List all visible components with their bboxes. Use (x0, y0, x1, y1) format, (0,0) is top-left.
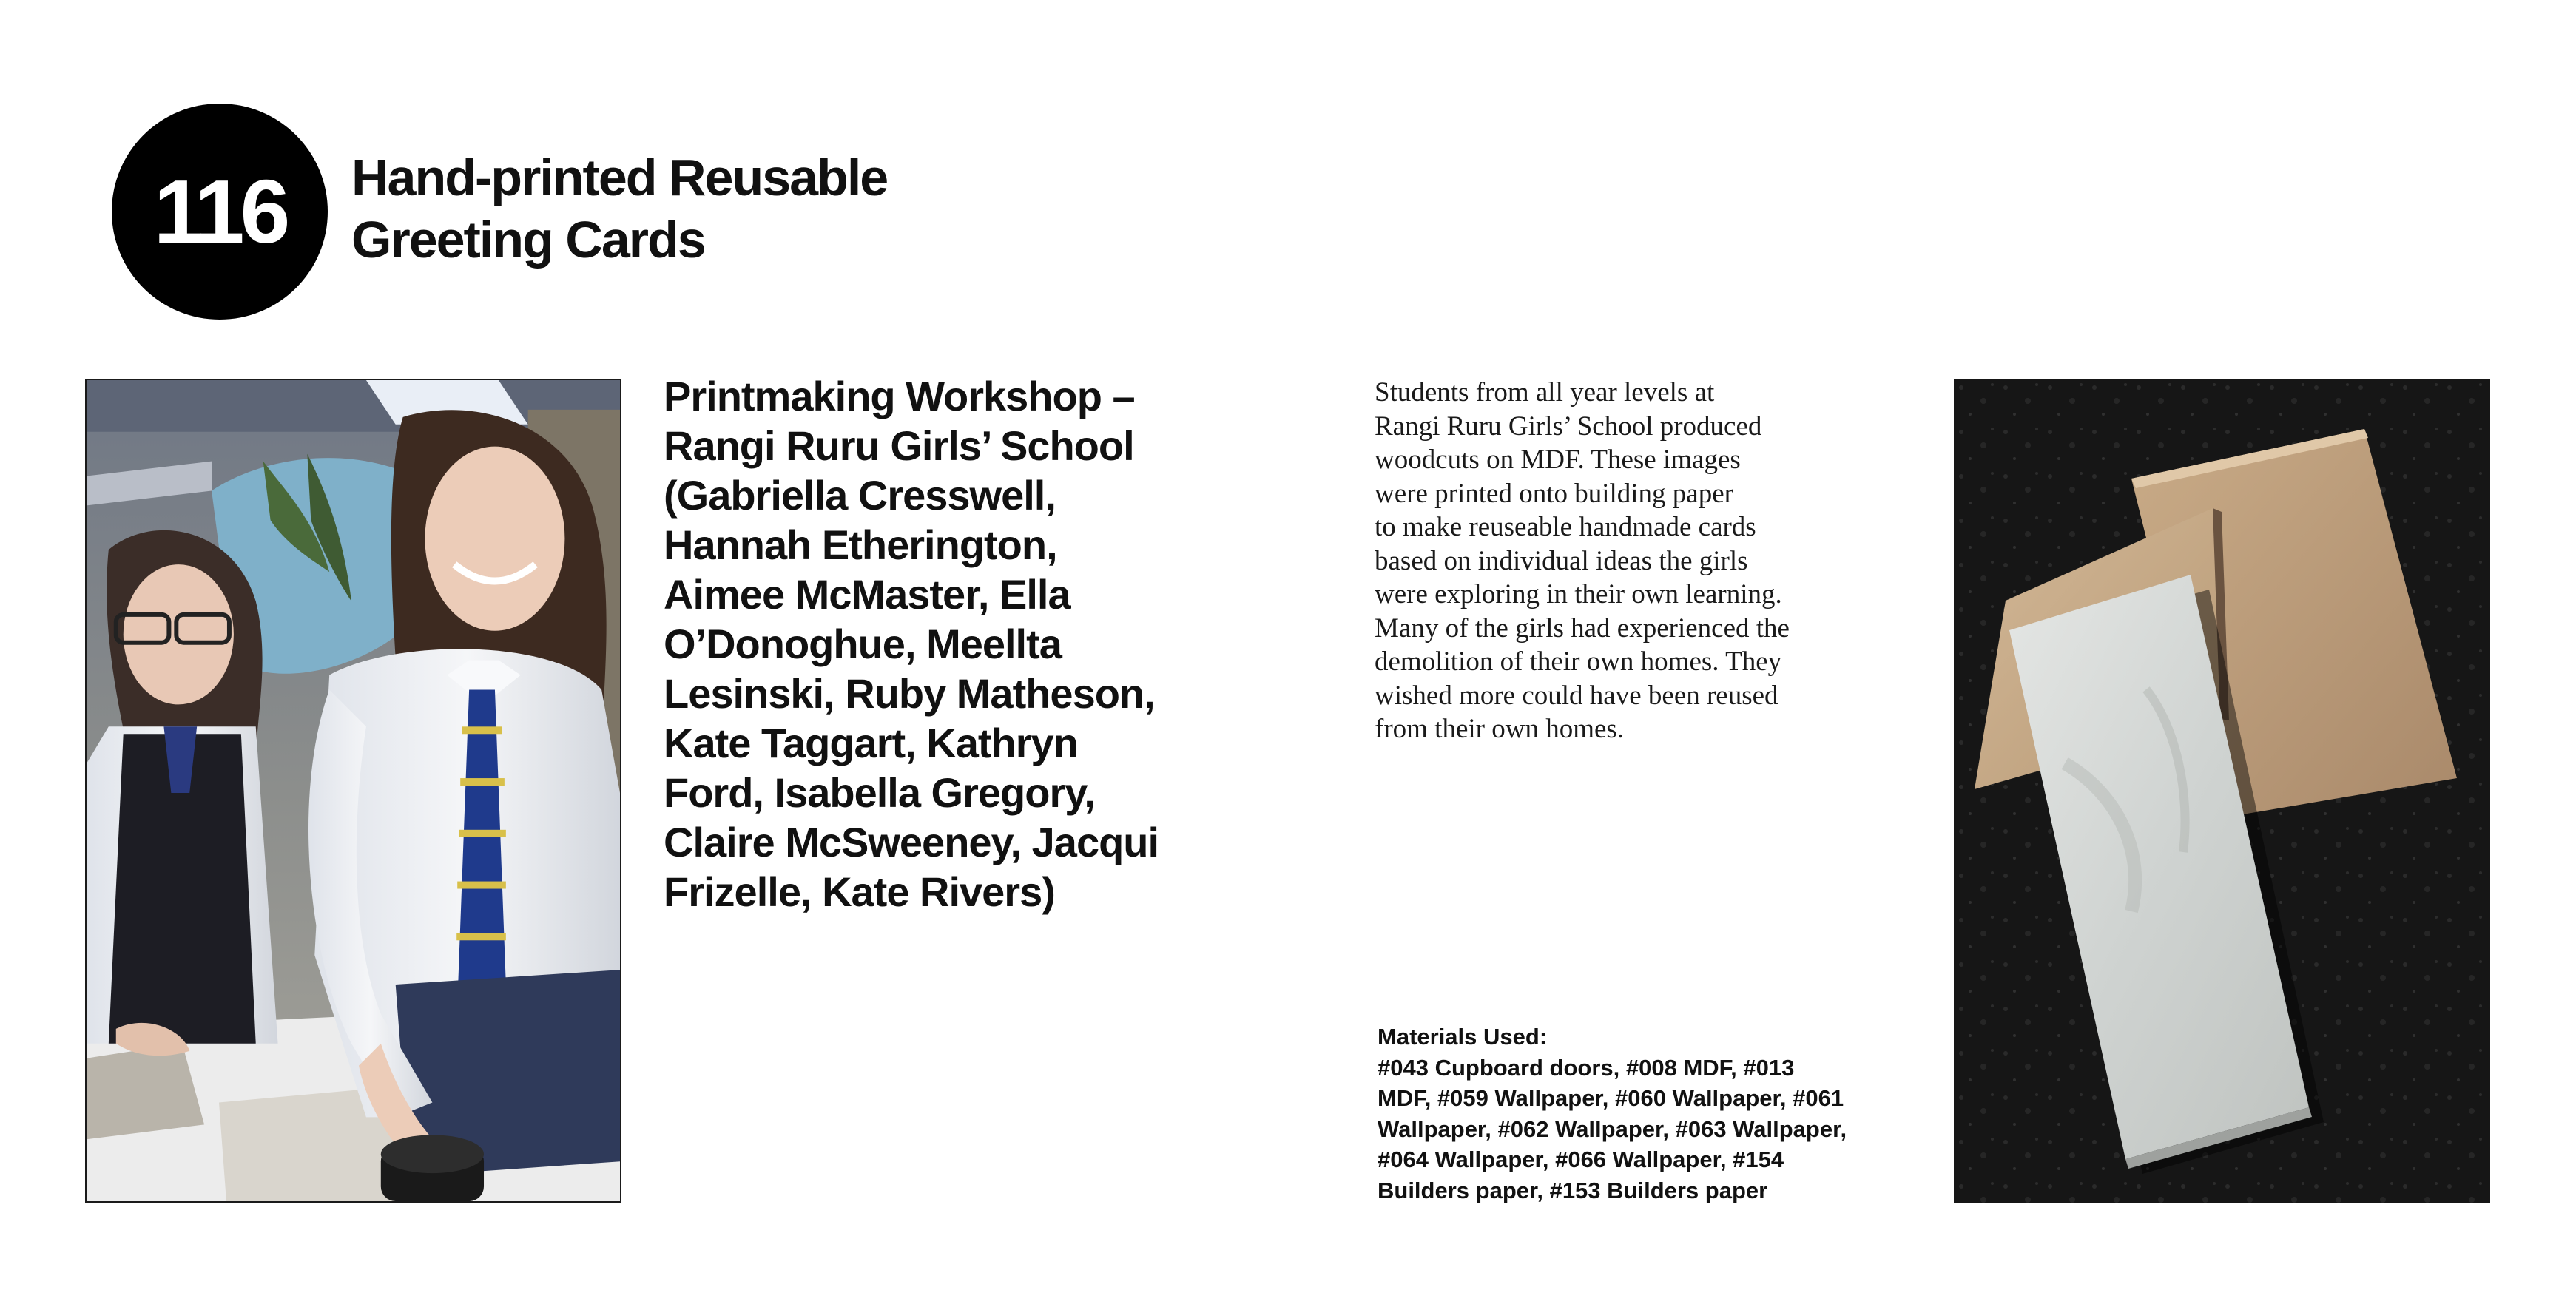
workshop-line: Lesinski, Ruby Matheson, (664, 670, 1155, 717)
project-description (1375, 376, 1952, 746)
project-number-badge (112, 104, 328, 320)
workshop-line: Ford, Isabella Gregory, (664, 769, 1095, 816)
workshop-line: Rangi Ruru Girls’ School (664, 422, 1134, 469)
workshop-line: Printmaking Workshop – (664, 373, 1135, 419)
students-printing-photo (85, 379, 621, 1203)
description-line: based on individual ideas the girls (1375, 545, 1748, 576)
workshop-line: Kate Taggart, Kathryn (664, 720, 1078, 766)
materials-line: #043 Cupboard doors, #008 MDF, #013 (1378, 1054, 1795, 1081)
materials-used (1378, 1021, 1940, 1206)
description-line: from their own homes. (1375, 714, 1625, 744)
materials-line: Wallpaper, #062 Wallpaper, #063 Wallpaper, (1378, 1115, 1847, 1142)
workshop-line: (Gabriella Cresswell, (664, 472, 1056, 519)
description-line: wished more could have been reused (1375, 680, 1778, 711)
materials-heading: Materials Used: (1378, 1024, 1548, 1050)
description-line: Rangi Ruru Girls’ School produced (1375, 411, 1762, 442)
description-line: to make reuseable handmade cards (1375, 512, 1756, 542)
description-line: were printed onto building paper (1375, 478, 1733, 509)
description-line: demolition of their own homes. They (1375, 646, 1782, 677)
workshop-line: Hannah Etherington, (664, 521, 1057, 568)
materials-line: MDF, #059 Wallpaper, #060 Wallpaper, #061 (1378, 1085, 1844, 1111)
mdf-boards-illustration (1954, 379, 2490, 1203)
workshop-line: O’Donoghue, Meellta (664, 621, 1062, 667)
description-line: were exploring in their own learning. (1375, 579, 1782, 609)
page-title (351, 146, 887, 271)
students-printing-illustration (87, 380, 620, 1201)
mdf-woodcut-boards-photo (1954, 379, 2490, 1203)
title-line-1: Hand-printed Reusable (351, 149, 888, 206)
title-line-2: Greeting Cards (351, 211, 705, 269)
workshop-credits (664, 371, 1226, 916)
workshop-line: Frizelle, Kate Rivers) (664, 868, 1055, 915)
workshop-line: Claire McSweeney, Jacqui (664, 819, 1159, 865)
description-line: Many of the girls had experienced the (1375, 612, 1790, 644)
description-line: Students from all year levels at (1375, 377, 1715, 408)
materials-line: #064 Wallpaper, #066 Wallpaper, #154 (1378, 1147, 1784, 1172)
materials-line: Builders paper, #153 Builders paper (1378, 1177, 1768, 1203)
description-line: woodcuts on MDF. These images (1375, 445, 1741, 475)
workshop-line: Aimee McMaster, Ella (664, 571, 1070, 618)
project-number: 116 (153, 161, 286, 262)
